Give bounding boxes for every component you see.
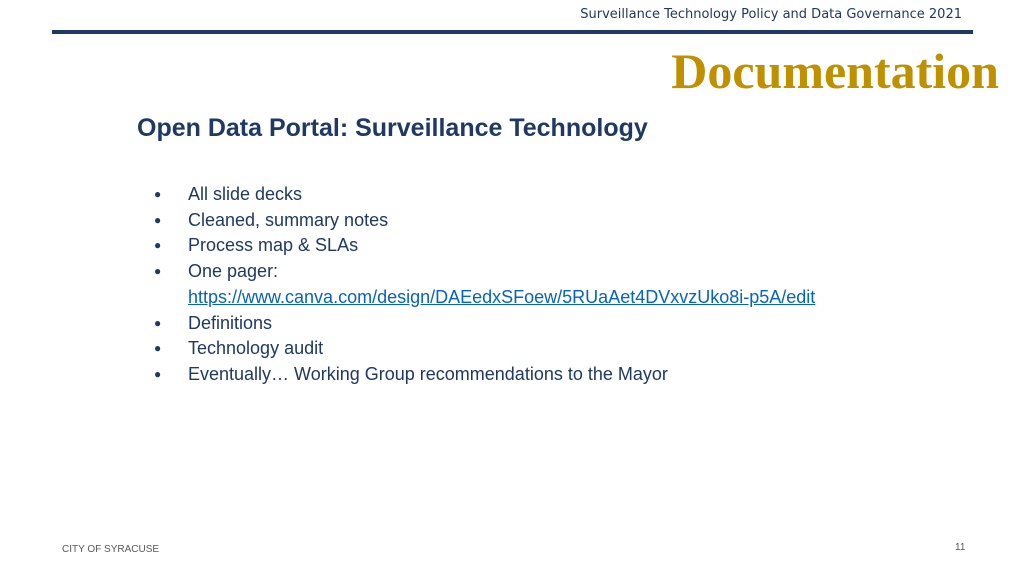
bullet-icon: ● (154, 264, 162, 279)
page-number: 11 (955, 542, 966, 553)
list-item (154, 182, 934, 208)
bullet-icon: ● (154, 315, 162, 330)
slide-title: Open Data Portal: Surveillance Technology (137, 114, 648, 142)
list-item-text: Definitions (188, 312, 273, 333)
bullet-list (154, 182, 934, 388)
list-item-text: Cleaned, summary notes (188, 209, 389, 230)
footer-organization: CITY OF SYRACUSE (62, 544, 160, 555)
list-item-text: Process map & SLAs (188, 235, 359, 256)
bullet-icon: ● (154, 238, 162, 253)
bullet-icon: ● (154, 212, 162, 227)
list-item-text: All slide decks (188, 184, 303, 204)
section-title: Documentation (671, 43, 999, 99)
list-item (154, 233, 934, 259)
list-item (154, 259, 934, 310)
list-item (154, 362, 934, 388)
header-rule (52, 30, 973, 34)
list-item-text: Technology audit (188, 338, 324, 359)
list-item (154, 311, 934, 337)
list-item (154, 336, 934, 362)
header-text: Surveillance Technology Policy and Data Governance 2021 (580, 7, 962, 22)
bullet-icon: ● (154, 187, 162, 201)
list-item-text: One pager: (188, 261, 279, 282)
bullet-icon: ● (154, 366, 162, 381)
canva-link[interactable]: https://www.canva.com/design/DAEedxSFoew/5RUaAet4DVxvzUko8i-p5A/edit (188, 286, 816, 307)
list-item-text: Eventually… Working Group recommendations to the Mayor (188, 363, 668, 384)
list-item (154, 208, 934, 234)
bullet-icon: ● (154, 341, 162, 356)
